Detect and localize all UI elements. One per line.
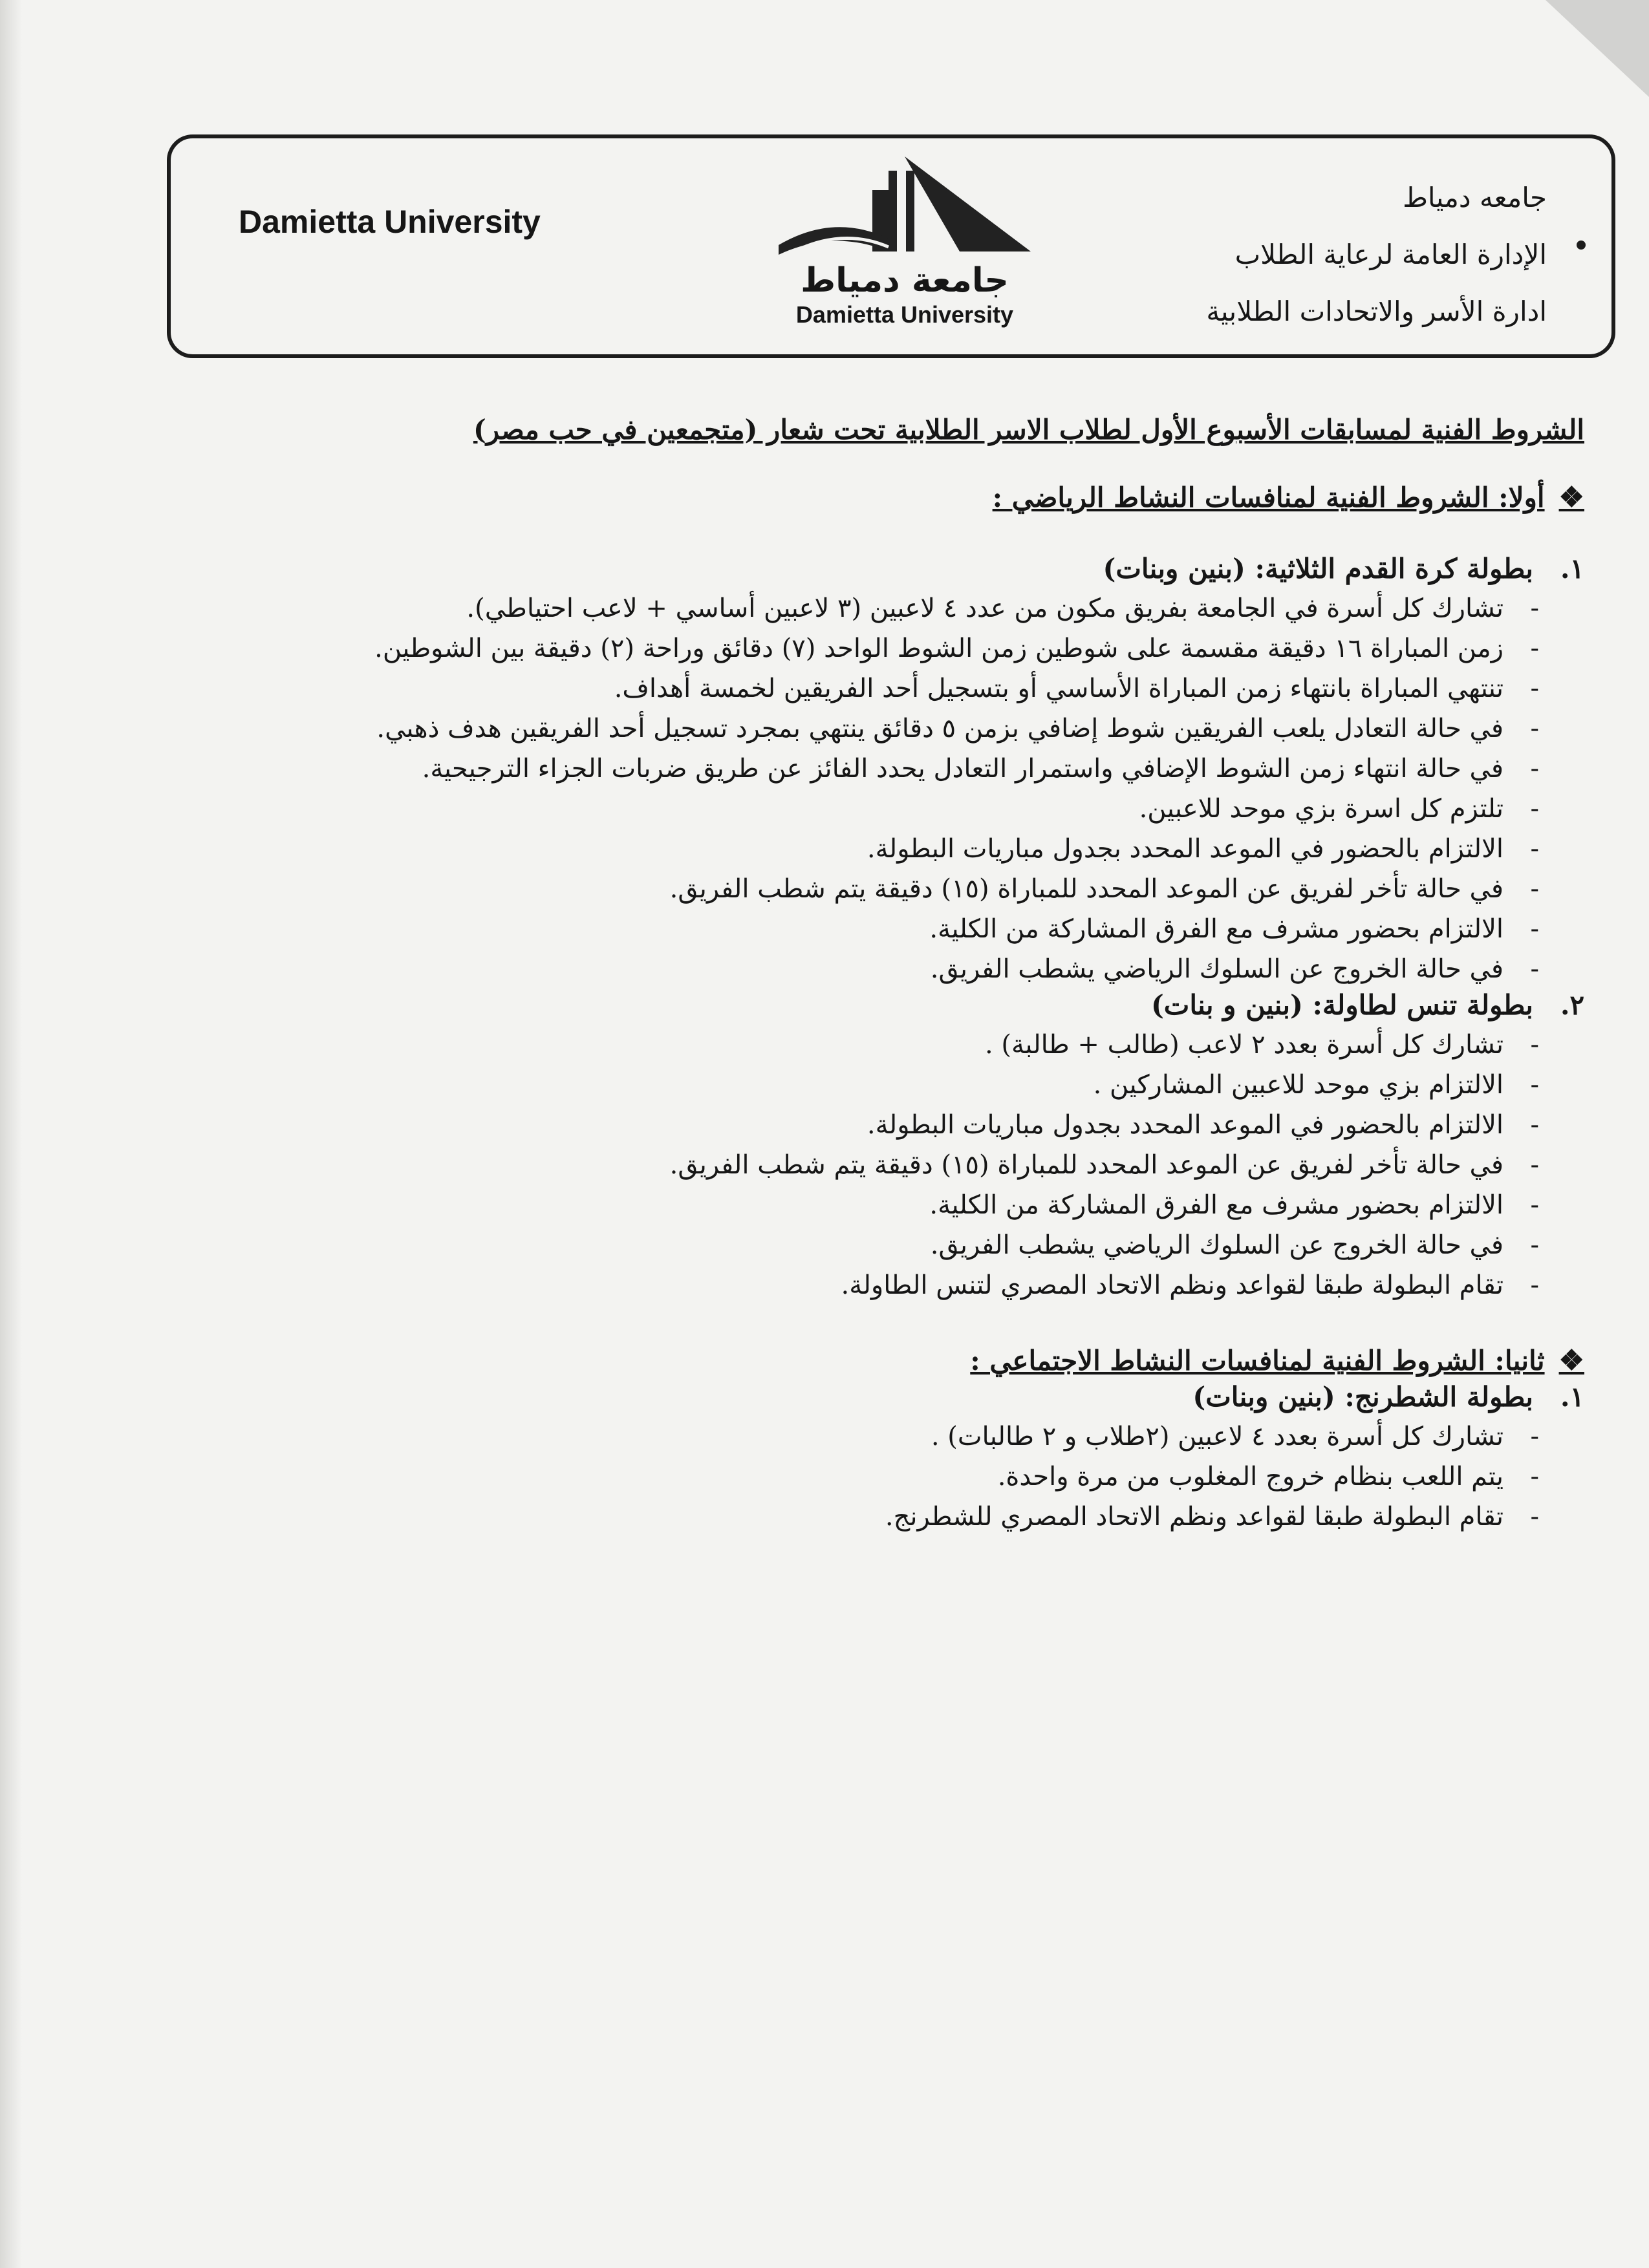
page-edge-shadow	[0, 0, 22, 2268]
list-item: - في حالة الخروج عن السلوك الرياضي يشطب الفريق.	[213, 949, 1539, 989]
subsection-heading-football	[213, 553, 1584, 584]
list-item: - في حالة تأخر لفريق عن الموعد المحدد للمباراة (١٥) دقيقة يتم شطب الفريق.	[213, 1145, 1539, 1185]
section-heading-text: أولا: الشروط الفنية لمنافسات النشاط الرياضي :	[992, 482, 1545, 513]
section-heading-social	[213, 1344, 1584, 1377]
document-title: الشروط الفنية لمسابقات الأسبوع الأول لطلاب الاسر الطلابية تحت شعار (متجمعين في حب مصر)	[473, 414, 1584, 445]
list-item: - الالتزام بحضور مشرف مع الفرق المشاركة من الكلية.	[213, 1185, 1539, 1225]
pyramid-logo-icon	[775, 151, 1034, 261]
student-welfare-admin: الإدارة العامة لرعاية الطلاب	[1234, 239, 1547, 270]
list-item: - الالتزام بالحضور في الموعد المحدد بجدول مباريات البطولة.	[213, 829, 1539, 869]
list-item: - في حالة تأخر لفريق عن الموعد المحدد للمباراة (١٥) دقيقة يتم شطب الفريق.	[213, 869, 1539, 909]
arabic-letterhead-lines	[1081, 169, 1547, 340]
list-item: - الالتزام بحضور مشرف مع الفرق المشاركة من الكلية.	[213, 909, 1539, 949]
logo-arabic-text: جامعة دمياط	[801, 261, 1009, 300]
list-item: - تشارك كل أسرة في الجامعة بفريق مكون من عدد ٤ لاعبين (٣ لاعبين أساسي + لاعب احتياطي).	[213, 588, 1539, 628]
subsection-heading-table-tennis	[213, 989, 1584, 1021]
list-item: - في حالة التعادل يلعب الفريقين شوط إضافي بزمن ٥ دقائق ينتهي بمجرد تسجيل أحد الفريقين هدف ذهبي.	[213, 709, 1539, 749]
subsection-title: بطولة كرة القدم الثلاثية: (بنين وبنات)	[1103, 553, 1533, 584]
section-heading-sports	[213, 481, 1584, 514]
list-item: - زمن المباراة ١٦ دقيقة مقسمة على شوطين زمن الشوط الواحد (٧) دقائق وراحة (٢) دقيقة بين الشوطين.	[213, 628, 1539, 669]
list-item: - في حالة انتهاء زمن الشوط الإضافي واستمرار التعادل يحدد الفائز عن طريق ضربات الجزاء الترجيحية.	[213, 749, 1539, 789]
student-families-admin: ادارة الأسر والاتحادات الطلابية	[1206, 295, 1547, 327]
subsection-title: بطولة تنس لطاولة: (بنين و بنات)	[1150, 989, 1533, 1021]
list-item: - تشارك كل أسرة بعدد ٤ لاعبين (٢طلاب و ٢ طالبات) .	[213, 1417, 1539, 1457]
list-item: - تلتزم كل اسرة بزي موحد للاعبين.	[213, 789, 1539, 829]
subsection-number: ١.	[1560, 1381, 1584, 1413]
diamond-bullet-icon: ❖	[1558, 1344, 1584, 1377]
list-item: - الالتزام بالحضور في الموعد المحدد بجدول مباريات البطولة.	[213, 1105, 1539, 1145]
subsection-number: ١.	[1560, 553, 1584, 584]
letterhead	[167, 134, 1615, 358]
diamond-bullet-icon: ❖	[1558, 481, 1584, 514]
subsection-heading-chess	[213, 1381, 1584, 1413]
football-rules-list	[213, 588, 1584, 989]
document-body	[213, 414, 1584, 1537]
subsection-title: بطولة الشطرنج: (بنين وبنات)	[1192, 1381, 1533, 1413]
list-item: - تنتهي المباراة بانتهاء زمن المباراة الأساسي أو بتسجيل أحد الفريقين لخمسة أهداف.	[213, 669, 1539, 709]
list-item: - في حالة الخروج عن السلوك الرياضي يشطب الفريق.	[213, 1225, 1539, 1265]
page-corner-fold	[1546, 0, 1649, 97]
university-logo	[775, 151, 1034, 332]
section-heading-text: ثانيا: الشروط الفنية لمنافسات النشاط الاجتماعي :	[970, 1345, 1545, 1376]
english-university-name: Damietta University	[239, 204, 541, 240]
table-tennis-rules-list	[213, 1025, 1584, 1305]
list-item: - تقام البطولة طبقا لقواعد ونظم الاتحاد المصري لتنس الطاولة.	[213, 1265, 1539, 1305]
list-item: - الالتزام بزي موحد للاعبين المشاركين .	[213, 1065, 1539, 1105]
logo-english-text: Damietta University	[795, 301, 1014, 328]
list-item: - تشارك كل أسرة بعدد ٢ لاعب (طالب + طالبة) .	[213, 1025, 1539, 1065]
university-name-arabic: جامعه دمياط	[1403, 182, 1547, 213]
list-item: - تقام البطولة طبقا لقواعد ونظم الاتحاد المصري للشطرنج.	[213, 1497, 1539, 1537]
chess-rules-list	[213, 1417, 1584, 1537]
bullet-dot-icon	[1577, 241, 1586, 250]
list-item: - يتم اللعب بنظام خروج المغلوب من مرة واحدة.	[213, 1457, 1539, 1497]
subsection-number: ٢.	[1560, 989, 1584, 1021]
